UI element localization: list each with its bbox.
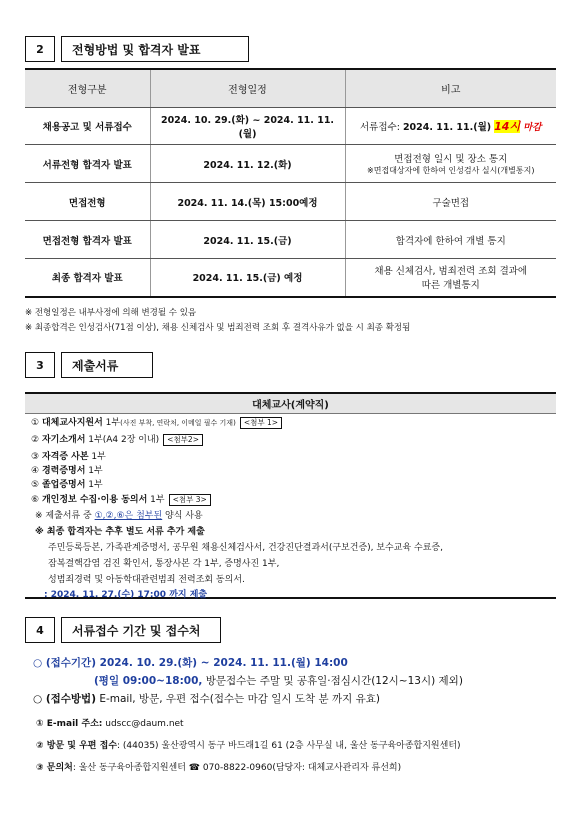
row-date: 2024. 10. 29.(화) ~ 2024. 11. 11.(월) xyxy=(150,108,345,145)
visit-label: ② 방문 및 우편 접수 xyxy=(36,741,118,751)
section3-number: 3 xyxy=(25,352,55,378)
item-name: 졸업증명서 xyxy=(41,480,86,490)
contact-line xyxy=(36,760,401,773)
email-address: udscc@daum.net xyxy=(102,719,184,729)
method-label: ○ (접수방법) xyxy=(33,693,96,705)
table-row xyxy=(25,183,556,221)
note-line: 면접전형 일시 및 장소 통지 xyxy=(394,154,508,165)
item-number: ① xyxy=(31,418,40,428)
table-header-row xyxy=(25,69,556,108)
document-item xyxy=(31,449,106,462)
row-note xyxy=(345,259,556,297)
schedule-note: ※ 최종합격은 인성검사(71점 이상), 채용 신체검사 및 범죄전력 조회 후 결격사유가 없을 시 최종 확정됨 xyxy=(25,323,411,333)
note-line: 따른 개별통지 xyxy=(421,280,480,292)
final-docs-line: 주민등록등본, 가족관계증명서, 공무원 채용신체검사서, 건강진단결과서(구보건증), 보수교육 수료증, xyxy=(48,543,443,553)
document-item xyxy=(31,463,103,476)
column-header: 비고 xyxy=(345,69,556,108)
item-name: 자기소개서 xyxy=(41,435,86,445)
row-date: 2024. 11. 15.(금) xyxy=(150,221,345,259)
note-date: 2024. 11. 11.(월) xyxy=(402,122,492,133)
visit-line xyxy=(36,738,461,751)
contact-label: ③ 문의처 xyxy=(36,763,73,773)
item-qty: 1부 xyxy=(85,480,103,490)
visit-address: : (44035) 울산광역시 동구 바드래1길 61 (2층 사무실 내, 울산 동구육아종합지원센터) xyxy=(117,741,461,751)
table-row xyxy=(25,259,556,297)
row-note: 합격자에 한하여 개별 통지 xyxy=(345,221,556,259)
reception-period-detail xyxy=(94,673,463,688)
item-number: ③ xyxy=(31,452,40,462)
attach-note-suffix: 양식 사용 xyxy=(162,511,203,521)
row-note xyxy=(345,108,556,145)
documents-box-header: 대체교사(계약직) xyxy=(25,394,556,414)
reception-method xyxy=(33,691,380,706)
note-time-highlight: 14시 xyxy=(494,120,521,133)
email-line xyxy=(36,716,184,729)
reception-period: ○ (접수기간) 2024. 10. 29.(화) ~ 2024. 11. 11.(월) 14:00 xyxy=(33,657,348,669)
note-line: 채용 신체검사, 범죄전력 조회 결과에 xyxy=(374,266,528,278)
table-row xyxy=(25,108,556,145)
item-name: 자격증 사본 xyxy=(41,452,89,462)
item-qty: 1부 xyxy=(102,418,121,428)
column-header: 전형구분 xyxy=(25,69,150,108)
row-date: 2024. 11. 14.(목) 15:00예정 xyxy=(150,183,345,221)
note-prefix: 서류접수: xyxy=(360,122,403,133)
section4-number: 4 xyxy=(25,617,55,643)
final-docs-line: 잠복결핵감염 검진 확인서, 통장사본 각 1부, 증명사진 1부, xyxy=(48,559,280,569)
row-label: 면접전형 xyxy=(25,183,150,221)
submission-deadline: : 2024. 11. 27.(수) 17:00 까지 제출 xyxy=(44,590,208,600)
item-name: 개인정보 수집·이용 동의서 xyxy=(41,495,148,505)
section2-number: 2 xyxy=(25,36,55,62)
section4-header xyxy=(25,617,221,643)
weekday-hours: (평일 09:00~18:00, xyxy=(94,675,203,687)
attachment-tag: <첨부 3> xyxy=(169,494,211,506)
attachment-tag: <첨부 1> xyxy=(240,417,282,429)
row-label: 채용공고 및 서류접수 xyxy=(25,108,150,145)
final-docs-heading: ※ 최종 합격자는 추후 별도 서류 추가 제출 xyxy=(35,527,205,537)
document-item xyxy=(31,477,103,490)
row-label: 면접전형 합격자 발표 xyxy=(25,221,150,259)
item-detail: (사진 부착, 연락처, 이메일 필수 기재) xyxy=(120,419,236,427)
visit-exclusion: 방문접수는 주말 및 공휴일·점심시간(12시~13시) 제외) xyxy=(202,675,463,687)
row-label: 서류전형 합격자 발표 xyxy=(25,145,150,183)
item-number: ④ xyxy=(31,466,40,476)
item-name: 경력증명서 xyxy=(41,466,86,476)
note-line: ※면접대상자에 한하여 인성검사 실시(개별통지) xyxy=(367,166,535,175)
contact-value: : 울산 동구육아종합지원센터 ☎ 070-8822-0960(담당자: 대체교사관리자 류선희) xyxy=(72,763,402,773)
final-docs-line: 성범죄경력 및 아동학대관련범죄 전력조회 동의서. xyxy=(48,575,245,585)
email-label: ① E-mail 주소: xyxy=(36,719,103,729)
column-header: 전형일정 xyxy=(150,69,345,108)
item-number: ⑥ xyxy=(31,495,40,505)
item-name: 대체교사지원서 xyxy=(41,418,103,428)
row-note xyxy=(345,145,556,183)
document-item xyxy=(31,492,211,506)
note-suffix: 마감 xyxy=(523,122,542,133)
section2-title: 전형방법 및 합격자 발표 xyxy=(61,36,249,62)
attachment-note xyxy=(35,508,203,521)
item-qty: 1부(A4 2장 이내) xyxy=(85,435,160,445)
row-date: 2024. 11. 12.(화) xyxy=(150,145,345,183)
table-row xyxy=(25,221,556,259)
section3-title: 제출서류 xyxy=(61,352,153,378)
section2-header xyxy=(25,36,249,62)
item-number: ⑤ xyxy=(31,480,40,490)
row-label: 최종 합격자 발표 xyxy=(25,259,150,297)
section3-header xyxy=(25,352,153,378)
section4-title: 서류접수 기간 및 접수처 xyxy=(61,617,221,643)
item-qty: 1부 xyxy=(88,452,106,462)
item-number: ② xyxy=(31,435,40,445)
schedule-note: ※ 전형일정은 내부사정에 의해 변경될 수 있음 xyxy=(25,308,197,318)
schedule-table xyxy=(25,68,556,298)
document-item xyxy=(31,415,282,429)
table-row xyxy=(25,145,556,183)
document-item xyxy=(31,432,203,446)
item-qty: 1부 xyxy=(85,466,103,476)
method-value: E-mail, 방문, 우편 접수(접수는 마감 일시 도착 분 까지 유효) xyxy=(96,693,381,705)
attach-note-highlight: ①,②,⑥은 첨부된 xyxy=(94,511,163,521)
attach-note-prefix: ※ 제출서류 중 xyxy=(35,511,95,521)
row-date: 2024. 11. 15.(금) 예정 xyxy=(150,259,345,297)
attachment-tag: <첨부2> xyxy=(163,434,203,446)
item-qty: 1부 xyxy=(147,495,165,505)
row-note: 구술면접 xyxy=(345,183,556,221)
